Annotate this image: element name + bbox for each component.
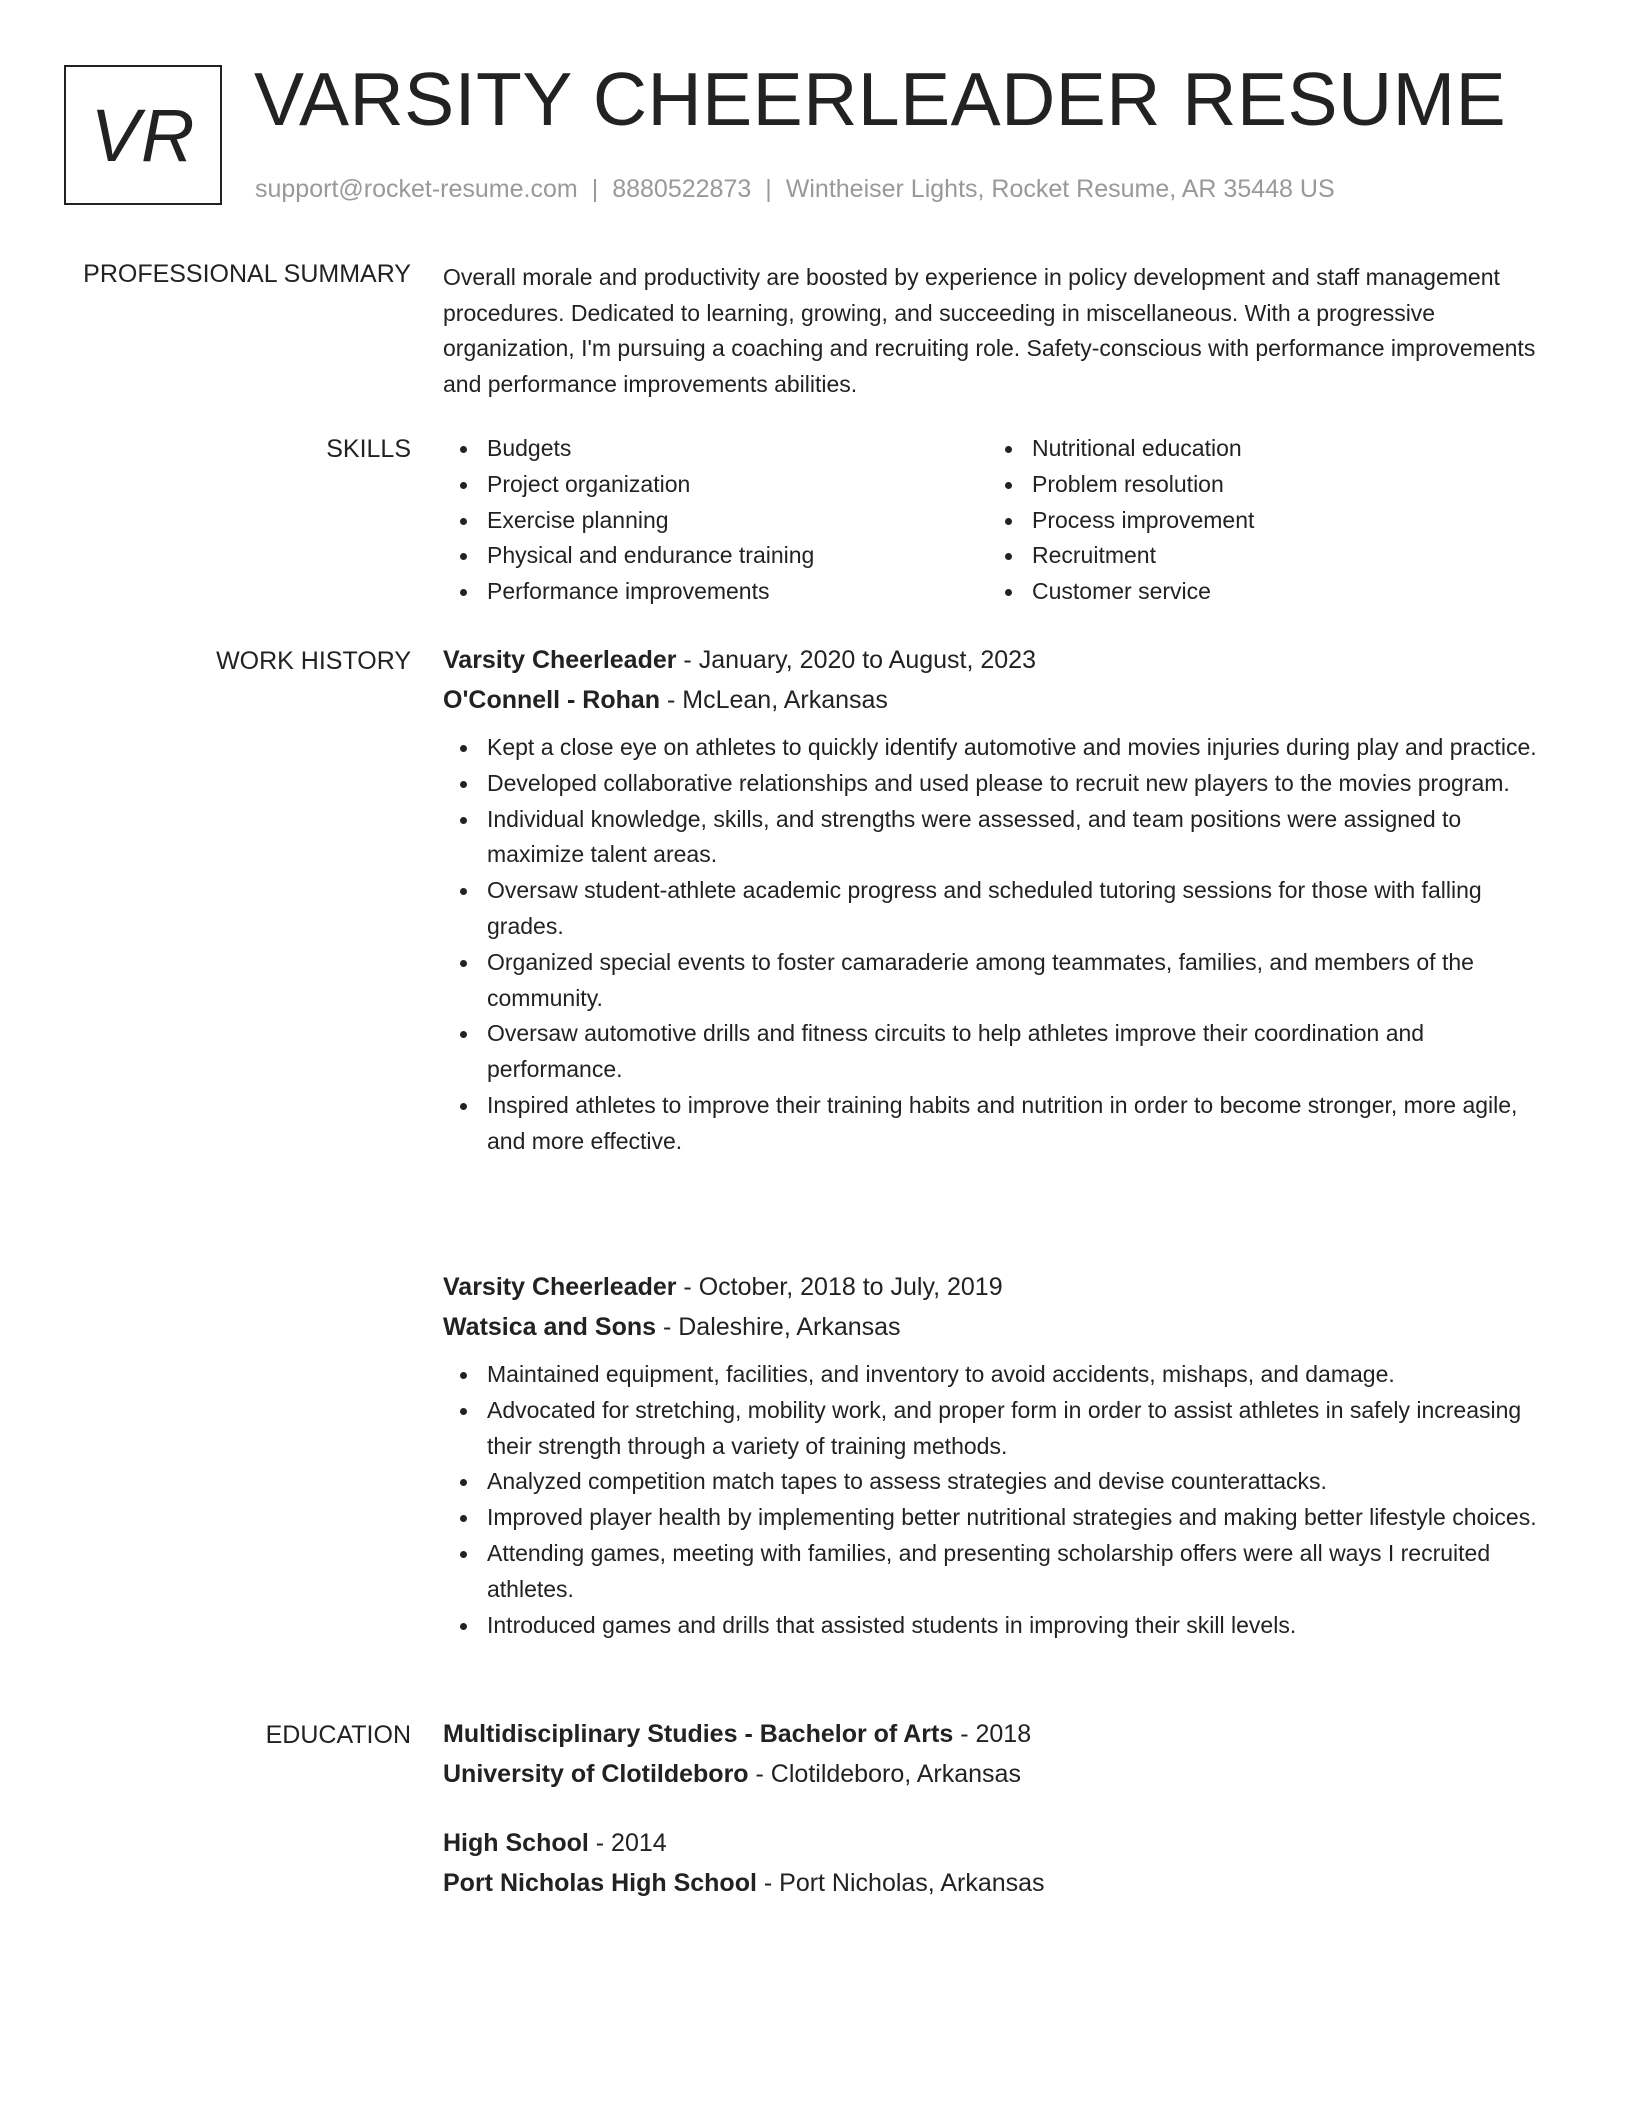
contact-address: Wintheiser Lights, Rocket Resume, AR 35448 US [785, 175, 1335, 203]
job-dates: - January, 2020 to August, 2023 [676, 646, 1036, 674]
education-entry [443, 1714, 1553, 1794]
contact-separator: | [591, 175, 599, 203]
job-duty: Advocated for stretching, mobility work, and proper form in order to assist athletes in safely increasing their strength through a variety of training methods. [443, 1393, 1553, 1465]
contact-line [255, 173, 1335, 205]
education-location: - Clotildeboro, Arkansas [748, 1760, 1021, 1788]
job-location: - Daleshire, Arkansas [656, 1313, 901, 1341]
job-duties-list [443, 1357, 1553, 1643]
job-company: Watsica and Sons [443, 1313, 657, 1341]
job-duty: Improved player health by implementing better nutritional strategies and making better lifestyle choices. [443, 1500, 1553, 1536]
job-duty: Attending games, meeting with families, and presenting scholarship offers were all ways I recruited athletes. [443, 1536, 1553, 1608]
job-duties-list [443, 730, 1553, 1160]
education-degree-line [443, 1823, 1553, 1863]
education-degree-line [443, 1714, 1553, 1754]
skill-item: Project organization [443, 467, 988, 503]
skill-item: Nutritional education [988, 431, 1533, 467]
section-label-education: EDUCATION [265, 1721, 411, 1749]
job-company-line [443, 680, 1553, 720]
job-duty: Developed collaborative relationships and used please to recruit new players to the movies program. [443, 766, 1553, 802]
job-title-line [443, 640, 1553, 680]
monogram-logo: VR [64, 65, 222, 205]
section-label-summary: PROFESSIONAL SUMMARY [83, 260, 411, 288]
job-title-line [443, 1267, 1553, 1307]
job-entry [443, 1267, 1553, 1643]
skill-item: Problem resolution [988, 467, 1533, 503]
job-duty: Oversaw automotive drills and fitness circuits to help athletes improve their coordination and performance. [443, 1016, 1553, 1088]
contact-email[interactable]: support@rocket-resume.com [255, 175, 578, 203]
skill-item: Process improvement [988, 503, 1533, 539]
skills-body [443, 431, 1553, 610]
section-label-work-history: WORK HISTORY [216, 647, 411, 675]
education-year: - 2014 [588, 1829, 667, 1857]
contact-phone[interactable]: 8880522873 [612, 175, 752, 203]
skill-item: Performance improvements [443, 574, 988, 610]
education-school-line [443, 1863, 1553, 1903]
education-location: - Port Nicholas, Arkansas [756, 1869, 1045, 1897]
education-year: - 2018 [953, 1720, 1032, 1748]
job-duty: Inspired athletes to improve their training habits and nutrition in order to become stronger, more agile, and more effective. [443, 1088, 1553, 1160]
job-duty: Individual knowledge, skills, and strengths were assessed, and team positions were assigned to maximize talent areas. [443, 802, 1553, 874]
skills-list-left [443, 431, 988, 610]
skill-item: Budgets [443, 431, 988, 467]
job-duty: Analyzed competition match tapes to assess strategies and devise counterattacks. [443, 1464, 1553, 1500]
job-dates: - October, 2018 to July, 2019 [676, 1273, 1003, 1301]
contact-separator: | [765, 175, 772, 203]
education-degree: High School [443, 1829, 589, 1857]
education-school: University of Clotildeboro [443, 1760, 749, 1788]
summary-text: Overall morale and productivity are boosted by experience in policy development and staff management procedures. Dedicated to learning, growing, and succeeding in miscellaneous. With a progressive organization, I'm pursuing a coaching and recruiting role. Safety-conscious with performance improvements and performance improvements abilities. [443, 264, 1536, 397]
job-company: O'Connell - Rohan [443, 686, 661, 714]
job-entry [443, 640, 1553, 1160]
section-label-skills: SKILLS [326, 435, 411, 463]
job-duty: Oversaw student-athlete academic progress and scheduled tutoring sessions for those with falling grades. [443, 873, 1553, 945]
skill-item: Physical and endurance training [443, 538, 988, 574]
job-duty: Maintained equipment, facilities, and inventory to avoid accidents, mishaps, and damage. [443, 1357, 1553, 1393]
skill-item: Exercise planning [443, 503, 988, 539]
job-title: Varsity Cheerleader [443, 646, 677, 674]
job-duty: Kept a close eye on athletes to quickly identify automotive and movies injuries during play and practice. [443, 730, 1553, 766]
skill-item: Recruitment [988, 538, 1533, 574]
education-school: Port Nicholas High School [443, 1869, 757, 1897]
resume-title: VARSITY CHEERLEADER RESUME [254, 57, 1507, 141]
job-title: Varsity Cheerleader [443, 1273, 677, 1301]
education-school-line [443, 1754, 1553, 1794]
job-duty: Introduced games and drills that assisted students in improving their skill levels. [443, 1608, 1553, 1644]
education-degree: Multidisciplinary Studies - Bachelor of Arts [443, 1720, 954, 1748]
job-company-line [443, 1307, 1553, 1347]
job-duty: Organized special events to foster camaraderie among teammates, families, and members of the community. [443, 945, 1553, 1017]
job-location: - McLean, Arkansas [660, 686, 888, 714]
skill-item: Customer service [988, 574, 1533, 610]
summary-body [443, 260, 1553, 402]
education-entry [443, 1823, 1553, 1903]
skills-list-right [988, 431, 1533, 610]
